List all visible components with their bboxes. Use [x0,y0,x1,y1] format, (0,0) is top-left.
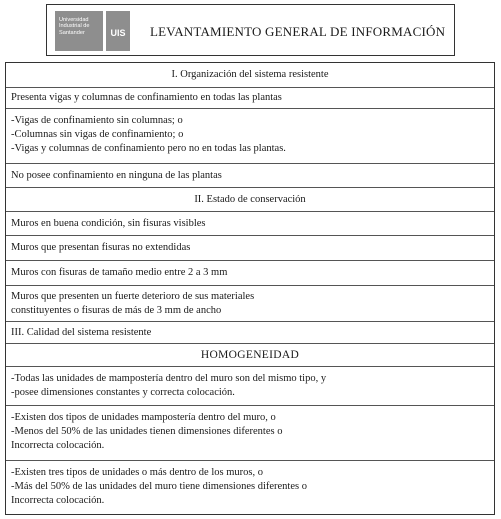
row-text: -Más del 50% de las unidades del muro tiene dimensiones diferentes o [11,481,307,492]
row-text: Muros en buena condición, sin fisuras visibles [11,218,206,229]
option-row [6,236,494,261]
row-text: Muros que presentan fisuras no extendidas [11,242,191,253]
option-row [6,88,494,109]
subheading-homogeneidad [6,344,494,367]
row-text: -Menos del 50% de las unidades tienen dimensiones diferentes o [11,426,283,437]
logo-line: Industrial de [59,23,90,30]
row-text: -Vigas y columnas de confinamiento pero no en todas las plantas. [11,143,286,154]
row-text: -Existen dos tipos de unidades mampostería dentro del muro, o [11,412,276,423]
option-row [6,461,494,514]
option-row [6,286,494,322]
section-heading-conservacion [6,188,494,212]
row-text: -Vigas de confinamiento sin columnas; o [11,115,183,126]
row-text: constituyentes o fisuras de más de 3 mm de ancho [11,305,222,316]
logo-text-block [55,11,103,51]
row-text: -Todas las unidades de mampostería dentro del muro son del mismo tipo, y [11,373,327,384]
uis-logo-mark-icon [106,11,130,51]
row-text: Incorrecta colocación. [11,440,105,451]
row-text: -posee dimensiones constantes y correcta colocación. [11,387,235,398]
logo-line: Universidad [59,17,89,23]
option-row [6,212,494,236]
option-row [6,367,494,406]
form-header [46,4,455,56]
row-text: Muros con fisuras de tamaño medio entre 2 a 3 mm [11,267,228,278]
row-text: III. Calidad del sistema resistente [11,327,152,338]
option-row [6,406,494,461]
row-text: -Columnas sin vigas de confinamiento; o [11,129,184,140]
option-row [6,261,494,286]
option-row [6,164,494,188]
evaluation-table [5,62,495,515]
section-heading-organizacion [6,63,494,88]
row-text: -Existen tres tipos de unidades o más dentro de los muros, o [11,467,263,478]
row-text: Incorrecta colocación. [11,495,105,506]
row-text: HOMOGENEIDAD [200,349,300,361]
row-text: No posee confinamiento en ninguna de las plantas [11,170,222,181]
logo-line: Santander [59,29,85,36]
row-text: Presenta vigas y columnas de confinamiento en todas las plantas [11,92,282,103]
row-text: I. Organización del sistema resistente [171,69,329,80]
section-heading-calidad [6,322,494,344]
svg-text:UIS: UIS [110,28,126,38]
option-row [6,109,494,164]
row-text: II. Estado de conservación [194,194,306,205]
row-text: Muros que presenten un fuerte deterioro de sus materiales [11,291,255,302]
form-title: LEVANTAMIENTO GENERAL DE INFORMACIÓN [150,24,446,39]
